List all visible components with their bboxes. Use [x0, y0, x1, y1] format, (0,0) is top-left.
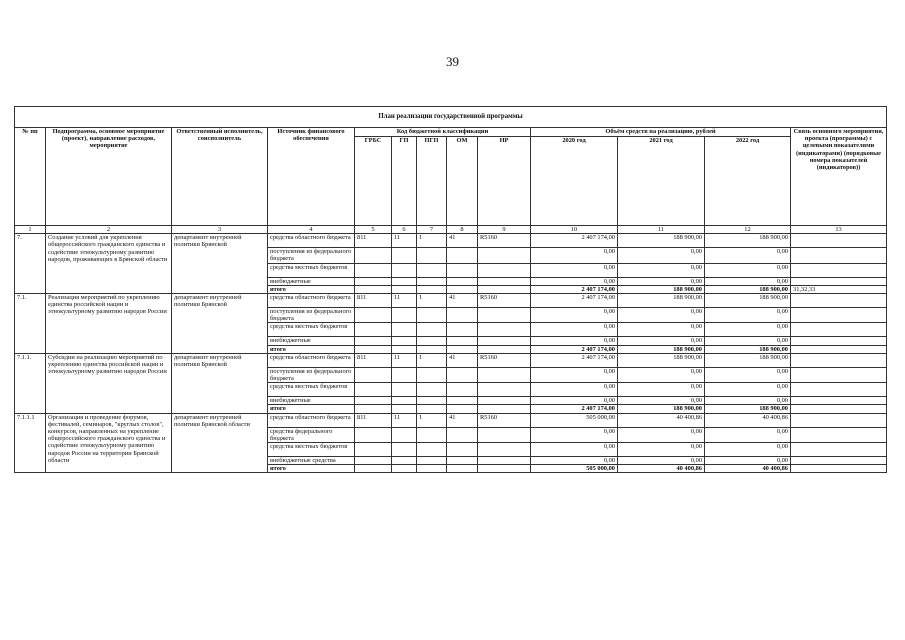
value-2022: 40 400,86	[705, 465, 791, 473]
indicator-empty	[791, 413, 887, 427]
funding-source: внебюджетные	[268, 337, 355, 345]
code-empty	[392, 323, 417, 337]
indicator-empty	[791, 443, 887, 457]
funding-source: средства областного бюджета	[268, 234, 355, 248]
code-empty	[355, 457, 392, 465]
code-empty	[392, 285, 417, 293]
header-grbs: ГРБС	[355, 137, 392, 226]
indicator-empty	[791, 294, 887, 308]
header-budget-code: Код бюджетной классификации	[355, 128, 531, 137]
page-number: 39	[446, 54, 459, 69]
code-grbs: 811	[355, 413, 392, 427]
value-2021: 0,00	[618, 427, 705, 442]
table-row	[15, 294, 887, 308]
header-gp: ГП	[392, 137, 417, 226]
value-2021: 0,00	[618, 337, 705, 345]
code-empty	[417, 465, 447, 473]
code-pgp: 1	[417, 353, 447, 367]
value-2022: 188 900,00	[705, 285, 791, 293]
code-om: 41	[447, 234, 478, 248]
code-empty	[478, 345, 531, 353]
code-empty	[417, 427, 447, 442]
value-2020: 0,00	[531, 263, 618, 277]
code-nr: R5160	[478, 234, 531, 248]
code-empty	[417, 277, 447, 285]
code-empty	[392, 427, 417, 442]
value-2021: 188 900,00	[618, 285, 705, 293]
value-2021: 40 400,86	[618, 465, 705, 473]
code-empty	[392, 345, 417, 353]
code-empty	[478, 337, 531, 345]
value-2021: 0,00	[618, 383, 705, 397]
value-2020: 0,00	[531, 337, 618, 345]
item-executor: департамент внутренней политики Брянской области	[172, 413, 268, 473]
column-number: 10	[531, 226, 618, 234]
funding-source: внебюджетные	[268, 277, 355, 285]
value-2020: 2 407 174,00	[531, 405, 618, 413]
indicator-empty	[791, 383, 887, 397]
header-num: № пп	[15, 128, 46, 226]
value-2022: 188 900,00	[705, 353, 791, 367]
value-2021: 0,00	[618, 277, 705, 285]
code-nr: R5160	[478, 413, 531, 427]
code-empty	[392, 367, 417, 382]
code-nr: R5160	[478, 294, 531, 308]
table-row	[15, 234, 887, 248]
value-2021: 188 900,00	[618, 353, 705, 367]
code-empty	[447, 323, 478, 337]
value-2020: 0,00	[531, 457, 618, 465]
item-number: 7.1.	[15, 294, 46, 354]
code-empty	[392, 337, 417, 345]
item-name: Реализация мероприятий по укреплению единства российской нации и этнокультурному развитию народов России	[46, 294, 172, 354]
code-empty	[478, 308, 531, 323]
indicator-empty	[791, 234, 887, 248]
code-empty	[478, 248, 531, 263]
column-number: 2	[46, 226, 172, 234]
value-2022: 0,00	[705, 337, 791, 345]
value-2022: 40 400,86	[705, 413, 791, 427]
code-empty	[478, 465, 531, 473]
funding-source: внебюджетные	[268, 397, 355, 405]
code-gp: 11	[392, 294, 417, 308]
indicator-empty	[791, 308, 887, 323]
value-2020: 0,00	[531, 367, 618, 382]
value-2022: 0,00	[705, 323, 791, 337]
code-empty	[355, 337, 392, 345]
code-empty	[447, 397, 478, 405]
column-number: 5	[355, 226, 392, 234]
code-empty	[392, 397, 417, 405]
header-executor: Ответственный исполнитель, соисполнитель	[172, 128, 268, 226]
column-number: 4	[268, 226, 355, 234]
value-2021: 40 400,86	[618, 413, 705, 427]
code-empty	[355, 465, 392, 473]
value-2022: 0,00	[705, 277, 791, 285]
value-2022: 0,00	[705, 383, 791, 397]
code-empty	[355, 427, 392, 442]
code-empty	[392, 277, 417, 285]
funding-source: внебюджетные средства	[268, 457, 355, 465]
value-2022: 0,00	[705, 248, 791, 263]
funding-source: средства областного бюджета	[268, 353, 355, 367]
column-number: 9	[478, 226, 531, 234]
value-2020: 0,00	[531, 323, 618, 337]
header-2020: 2020 год	[531, 137, 618, 226]
code-empty	[355, 345, 392, 353]
header-link: Связь основного мероприятия, проекта (программы) с целевыми показателями (индикаторами) (порядковые номера показателей (индикаторов))	[791, 128, 887, 226]
value-2022: 188 900,00	[705, 234, 791, 248]
item-executor: департамент внутренней политики Брянской	[172, 234, 268, 294]
code-empty	[355, 397, 392, 405]
value-2020: 0,00	[531, 383, 618, 397]
code-empty	[355, 248, 392, 263]
code-empty	[447, 248, 478, 263]
value-2020: 2 407 174,00	[531, 234, 618, 248]
funding-source: средства федерального бюджета	[268, 427, 355, 442]
code-empty	[392, 405, 417, 413]
code-empty	[447, 405, 478, 413]
code-empty	[478, 383, 531, 397]
code-om: 41	[447, 413, 478, 427]
value-2020: 505 000,00	[531, 465, 618, 473]
value-2021: 0,00	[618, 443, 705, 457]
program-plan-table	[14, 106, 887, 473]
column-number: 1	[15, 226, 46, 234]
code-empty	[417, 367, 447, 382]
item-name: Организация и проведение форумов, фестивалей, семинаров, "круглых столов", конкурсов, направленных на укрепление общероссийского гражданского единства и содействие этнокультурному развитию народов России на территории Брянской области	[46, 413, 172, 473]
code-gp: 11	[392, 353, 417, 367]
funding-source: средства областного бюджета	[268, 413, 355, 427]
code-empty	[392, 457, 417, 465]
value-2022: 0,00	[705, 427, 791, 442]
code-empty	[478, 443, 531, 457]
code-empty	[447, 367, 478, 382]
value-2020: 505 000,00	[531, 413, 618, 427]
funding-source: средства местных бюджетов	[268, 263, 355, 277]
code-empty	[478, 457, 531, 465]
code-empty	[478, 323, 531, 337]
code-empty	[392, 263, 417, 277]
value-2022: 188 900,00	[705, 345, 791, 353]
code-empty	[447, 285, 478, 293]
code-empty	[392, 383, 417, 397]
value-2022: 188 900,00	[705, 405, 791, 413]
value-2022: 0,00	[705, 457, 791, 465]
value-2020: 0,00	[531, 248, 618, 263]
item-name: Субсидии на реализацию мероприятий по укреплению единства российской нации и этнокультурному развитию народов России	[46, 353, 172, 413]
funding-source: поступления из федерального бюджета	[268, 308, 355, 323]
column-number: 12	[705, 226, 791, 234]
value-2022: 0,00	[705, 308, 791, 323]
value-2022: 0,00	[705, 367, 791, 382]
code-empty	[478, 263, 531, 277]
code-grbs: 811	[355, 353, 392, 367]
header-name: Подпрограмма, основное мероприятие (проект), направление расходов, мероприятие	[46, 128, 172, 226]
funding-source: итого	[268, 345, 355, 353]
indicator-empty	[791, 323, 887, 337]
code-empty	[355, 263, 392, 277]
indicator-link: 31,32,33	[791, 285, 887, 293]
value-2022: 0,00	[705, 397, 791, 405]
value-2021: 188 900,00	[618, 405, 705, 413]
value-2021: 0,00	[618, 367, 705, 382]
table-row	[15, 413, 887, 427]
code-empty	[355, 323, 392, 337]
code-empty	[417, 383, 447, 397]
column-number-row	[15, 226, 887, 234]
code-empty	[478, 405, 531, 413]
item-number: 7.	[15, 234, 46, 294]
code-gp: 11	[392, 413, 417, 427]
code-pgp: 1	[417, 294, 447, 308]
code-empty	[447, 457, 478, 465]
code-empty	[355, 277, 392, 285]
indicator-empty	[791, 248, 887, 263]
code-empty	[447, 345, 478, 353]
code-empty	[355, 285, 392, 293]
value-2022: 0,00	[705, 443, 791, 457]
code-empty	[417, 285, 447, 293]
indicator-empty	[791, 427, 887, 442]
value-2020: 0,00	[531, 308, 618, 323]
code-empty	[392, 248, 417, 263]
indicator-empty	[791, 353, 887, 367]
item-executor: департамент внутренней политики Брянской	[172, 353, 268, 413]
code-empty	[392, 443, 417, 457]
code-empty	[447, 263, 478, 277]
value-2021: 188 900,00	[618, 294, 705, 308]
indicator-empty	[791, 337, 887, 345]
code-empty	[417, 323, 447, 337]
code-empty	[417, 263, 447, 277]
value-2020: 2 407 174,00	[531, 285, 618, 293]
code-empty	[447, 443, 478, 457]
column-number: 3	[172, 226, 268, 234]
code-empty	[447, 308, 478, 323]
indicator-empty	[791, 367, 887, 382]
code-pgp: 1	[417, 234, 447, 248]
indicator-empty	[791, 397, 887, 405]
code-empty	[417, 405, 447, 413]
header-2021: 2021 год	[618, 137, 705, 226]
value-2020: 2 407 174,00	[531, 345, 618, 353]
code-empty	[478, 285, 531, 293]
value-2020: 0,00	[531, 397, 618, 405]
code-empty	[447, 277, 478, 285]
item-number: 7.1.1.1	[15, 413, 46, 473]
code-empty	[417, 397, 447, 405]
column-number: 8	[447, 226, 478, 234]
value-2021: 0,00	[618, 397, 705, 405]
code-empty	[392, 465, 417, 473]
code-empty	[417, 345, 447, 353]
code-empty	[417, 308, 447, 323]
funding-source: средства местных бюджетов	[268, 443, 355, 457]
indicator-empty	[791, 457, 887, 465]
code-empty	[392, 308, 417, 323]
funding-source: средства местных бюджетов	[268, 383, 355, 397]
table-row	[15, 353, 887, 367]
value-2022: 188 900,00	[705, 294, 791, 308]
header-pgp: ПГП	[417, 137, 447, 226]
code-pgp: 1	[417, 413, 447, 427]
code-grbs: 811	[355, 294, 392, 308]
indicator-empty	[791, 277, 887, 285]
indicator-link	[791, 465, 887, 473]
item-executor: департамент внутренней политики Брянской	[172, 294, 268, 354]
header-volume: Объём средств на реализацию, рублей	[531, 128, 791, 137]
value-2021: 0,00	[618, 323, 705, 337]
header-2022: 2022 год	[705, 137, 791, 226]
value-2021: 0,00	[618, 457, 705, 465]
indicator-link	[791, 345, 887, 353]
funding-source: итого	[268, 405, 355, 413]
header-source: Источник финансового обеспечения	[268, 128, 355, 226]
funding-source: итого	[268, 285, 355, 293]
value-2022: 0,00	[705, 263, 791, 277]
indicator-link	[791, 405, 887, 413]
indicator-empty	[791, 263, 887, 277]
value-2020: 0,00	[531, 443, 618, 457]
funding-source: поступления из федерального бюджета	[268, 248, 355, 263]
code-empty	[355, 405, 392, 413]
code-empty	[355, 367, 392, 382]
code-empty	[417, 443, 447, 457]
code-om: 41	[447, 353, 478, 367]
item-number: 7.1.1.	[15, 353, 46, 413]
value-2020: 0,00	[531, 427, 618, 442]
value-2021: 0,00	[618, 263, 705, 277]
code-empty	[478, 427, 531, 442]
item-name: Создание условий для укрепления общероссийского гражданского единства и содействие этнокультурному развитию народов, проживающих в Брянской области	[46, 234, 172, 294]
code-empty	[355, 308, 392, 323]
code-empty	[355, 383, 392, 397]
code-empty	[447, 427, 478, 442]
code-empty	[478, 367, 531, 382]
funding-source: итого	[268, 465, 355, 473]
code-empty	[447, 383, 478, 397]
header-nr: НР	[478, 137, 531, 226]
value-2021: 0,00	[618, 248, 705, 263]
column-number: 6	[392, 226, 417, 234]
value-2020: 2 407 174,00	[531, 294, 618, 308]
value-2021: 188 900,00	[618, 345, 705, 353]
code-empty	[417, 248, 447, 263]
funding-source: средства местных бюджетов	[268, 323, 355, 337]
funding-source: поступления из федерального бюджета	[268, 367, 355, 382]
code-om: 41	[447, 294, 478, 308]
code-nr: R5160	[478, 353, 531, 367]
code-grbs: 811	[355, 234, 392, 248]
code-empty	[478, 397, 531, 405]
header-om: ОМ	[447, 137, 478, 226]
code-empty	[478, 277, 531, 285]
column-number: 7	[417, 226, 447, 234]
code-empty	[447, 337, 478, 345]
column-number: 13	[791, 226, 887, 234]
value-2020: 2 407 174,00	[531, 353, 618, 367]
code-empty	[447, 465, 478, 473]
code-empty	[417, 457, 447, 465]
funding-source: средства областного бюджета	[268, 294, 355, 308]
value-2020: 0,00	[531, 277, 618, 285]
value-2021: 188 900,00	[618, 234, 705, 248]
table-title: План реализации государственной программы	[15, 107, 887, 128]
value-2021: 0,00	[618, 308, 705, 323]
code-gp: 11	[392, 234, 417, 248]
column-number: 11	[618, 226, 705, 234]
code-empty	[355, 443, 392, 457]
code-empty	[417, 337, 447, 345]
